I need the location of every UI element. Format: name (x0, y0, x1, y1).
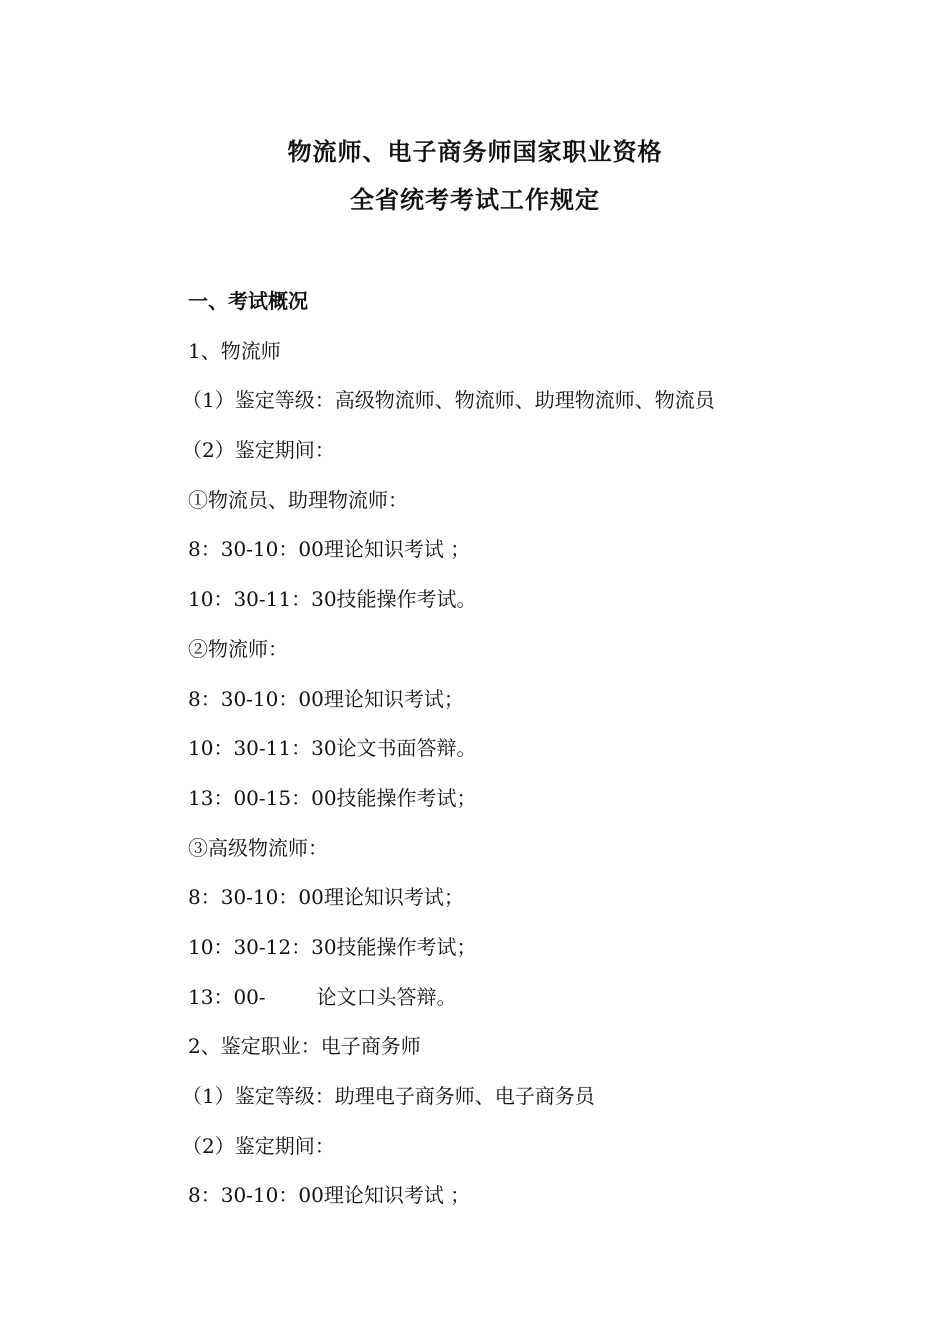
text-line: 10：30-11：30论文书面答辩。 (188, 736, 477, 761)
text-line: 13：00-15：00技能操作考试； (188, 785, 477, 810)
section-heading: 一、考试概况 (188, 289, 308, 313)
text-line: 8：30-10：00理论知识考试； (188, 885, 464, 910)
text-line: （2）鉴定期间： (182, 1133, 335, 1158)
document-title-line-1: 物流师、电子商务师国家职业资格 (287, 138, 663, 166)
text-line: 10：30-12：30技能操作考试； (188, 934, 477, 959)
text-line: 13：00- 论文口头答辩。 (188, 984, 457, 1009)
text-line: 8：30-10：00理论知识考试； (188, 686, 464, 711)
text-line: （2）鉴定期间： (182, 438, 335, 463)
text-line: （1）鉴定等级：助理电子商务师、电子商务员 (182, 1084, 595, 1108)
text-line: 8：30-10：00理论知识考试 ； (188, 1183, 471, 1208)
text-line: （1）鉴定等级：高级物流师、物流师、助理物流师、物流员 (182, 388, 715, 413)
text-line: 10：30-11：30技能操作考试。 (188, 587, 477, 612)
text-line: 1、物流师 (188, 338, 281, 363)
text-line: ①物流员、助理物流师： (188, 487, 408, 512)
text-line: 8：30-10：00理论知识考试 ； (188, 537, 471, 562)
document-body (182, 286, 888, 1230)
text-line: ②物流师： (188, 636, 288, 661)
document-title-line-2: 全省统考考试工作规定 (350, 186, 600, 214)
text-line: 2、鉴定职业：电子商务师 (188, 1034, 421, 1059)
text-line: ③高级物流师： (188, 835, 328, 860)
